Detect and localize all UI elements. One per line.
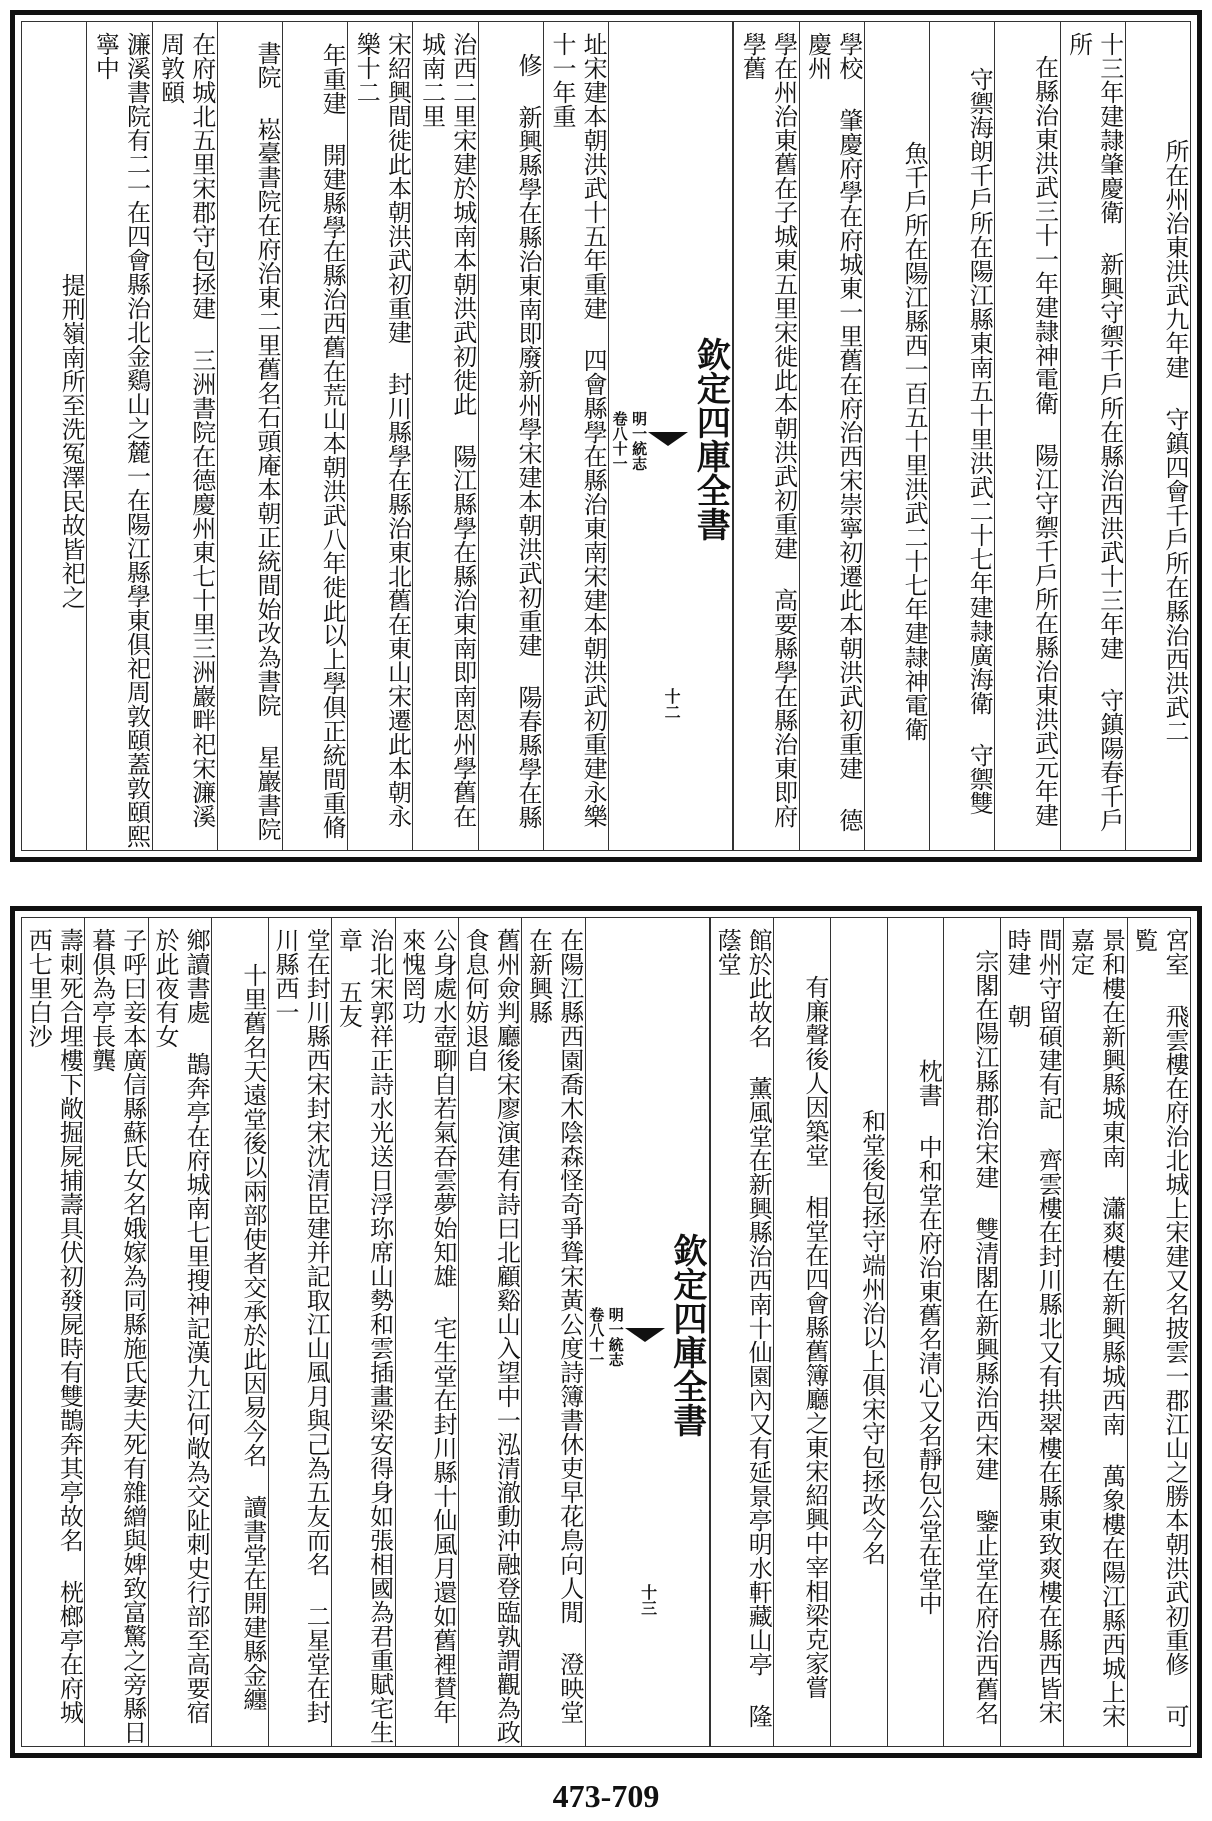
fish-tail-mark-icon: [648, 432, 688, 446]
text-column: 在縣治東洪武三十一年建隷神電衛 陽江守禦千戶所在縣治東洪武元年建: [994, 22, 1059, 850]
text-column: 年重建 開建縣學在縣治西舊在荒山本朝洪武八年徙此以上學俱正統間重脩: [282, 22, 347, 850]
text-column: 間州守留碩建有記 齊雲樓在封川縣北又有拱翠樓在縣東致爽樓在縣西皆宋時建 朝: [1000, 918, 1063, 1746]
page-center-strip: [608, 22, 733, 850]
text-column: 所在州治東洪武九年建 守鎮四會千戶所在縣治西洪武二: [1125, 22, 1190, 850]
text-column: 治北宋郭祥正詩水光送日浮珎席山勢和雲插畫梁安得身如張相國為君重賦宅生章 五友: [331, 918, 394, 1746]
text-column: 十三年建隷肇慶衛 新興守禦千戶所在縣治西洪武十三年建 守鎮陽春千戶所: [1060, 22, 1125, 850]
volume-label: 卷八十一: [587, 1307, 606, 1367]
page-center-strip: [585, 918, 710, 1746]
page-number: 十三: [638, 1584, 658, 1616]
book-subtitle: 明一統志: [606, 1307, 625, 1367]
text-column: 學校 肇慶府學在府城東一里舊在府治西宋崇寧初遷此本朝洪武初重建 德慶州: [799, 22, 864, 850]
bottom-page-panel: [10, 906, 1202, 1758]
text-column: 壽刺死合埋樓下敞掘屍捕壽具伏初發屍時有雙鵲奔其亭故名 桄榔亭在府城西七里白沙: [24, 928, 84, 1724]
volume-label: 卷八十一: [610, 411, 629, 471]
text-column: 和堂後包拯守端州治以上俱宋守包拯改今名: [830, 918, 887, 1746]
text-column: 魚千戶所在陽江縣西一百五十里洪武二十七年建隷神電衛: [864, 22, 929, 850]
page-code-footer: 473-709: [552, 1778, 660, 1814]
center-strip-content: [586, 924, 709, 1746]
text-column: 修 新興縣學在縣治東南即廢新州學宋建本朝洪武初重建 陽春縣學在縣: [478, 22, 543, 850]
text-column: 址宋建本朝洪武十五年重建 四會縣學在縣治東南宋建本朝洪武初重建永樂十一年重: [543, 22, 608, 850]
text-column: 舊州僉判廳後宋廖演建有詩曰北顧谿山入望中一泓清澈動沖融登臨孰謂觀為政食息何妨退自: [458, 918, 521, 1746]
text-column: 在府城北五里宋郡守包拯建 三洲書院在德慶州東七十里三洲巖畔祀宋濂溪周敦頤: [152, 22, 217, 850]
page-number: 十二: [662, 688, 682, 720]
text-column: 學在州治東舊在子城東五里宋徙此本朝洪武初重建 高要縣學在縣治東即府學舊: [733, 22, 798, 850]
text-column: 子呼曰妾本廣信縣蘇氏女名娥嫁為同縣施氏妻夫死有雜繒與婢致富驚之旁縣日暮俱為亭長龔: [84, 918, 147, 1746]
text-column: 公身處水壺聊自若氣吞雲夢始知雄 宅生堂在封川縣十仙風月還如舊裡賛年來愧罔功: [395, 918, 458, 1746]
text-column: 在陽江縣西園喬木陰森怪奇爭聳宋黃公度詩簿書休吏早花鳥向人閒 澄映堂在新興縣: [521, 918, 584, 1746]
top-page-panel: [10, 10, 1202, 862]
text-column: 濂溪書院有二一在四會縣治北金鷄山之麓一在陽江縣學東俱祀周敦頤蓋敦頤熙寧中: [86, 22, 151, 850]
text-column: 枕書 中和堂在府治東舊名清心又名靜包公堂在堂中: [887, 918, 944, 1746]
text-column: 守禦海朗千戶所在陽江縣東南五十里洪武二十七年建隷廣海衛 守禦雙: [929, 22, 994, 850]
text-column: 宮室 飛雲樓在府治北城上宋建又名披雲一郡江山之勝本朝洪武初重修 可覧: [1127, 918, 1190, 1746]
text-column: 館於此故名 薰風堂在新興縣治西南十仙園內又有延景亭明水軒藏山亭 隆蔭堂: [710, 918, 773, 1746]
book-subtitle: 明一統志: [630, 411, 649, 471]
text-column: 治西二里宋建於城南本朝洪武初徙此 陽江縣學在縣治東南即南恩州學舊在城南二里: [412, 22, 477, 850]
text-column: 宗閣在陽江縣郡治宋建 雙清閣在新興縣治西宋建 鑒止堂在府治西舊名: [943, 918, 1000, 1746]
text-column: 宋紹興間徙此本朝洪武初重建 封川縣學在縣治東北舊在東山宋遷此本朝永樂十二: [347, 22, 412, 850]
top-page-columns: [21, 21, 1191, 851]
text-column: 十里舊名天遠堂後以兩部使者交承於此因易今名 讀書堂在開建縣金纏: [211, 918, 268, 1746]
text-column: 堂在封川縣西宋封宋沈清臣建并記取江山風月與己為五友而名 二星堂在封川縣西一: [268, 918, 331, 1746]
text-column: 書院 崧臺書院在府治東二里舊名石頭庵本朝正統間始改為書院 星巖書院: [217, 22, 282, 850]
text-column: 景和樓在新興縣城東南 瀟爽樓在新興縣城西南 萬象樓在陽江縣西城上宋嘉定: [1063, 918, 1126, 1746]
book-title: 欽定四庫全書: [690, 337, 731, 541]
center-strip-content: [609, 28, 732, 850]
bottom-page-columns: [21, 917, 1191, 1747]
text-column: 鄉讀書處 鵲奔亭在府城南七里搜神記漢九江何敞為交阯刺史行部至高要宿於此夜有女: [148, 918, 211, 1746]
fish-tail-mark-icon: [625, 1328, 665, 1342]
book-title: 欽定四庫全書: [666, 1233, 707, 1437]
text-column: 提刑嶺南所至洗冤澤民故皆祀之: [57, 273, 86, 609]
text-column: 有廉聲後人因築堂 相堂在四會縣舊簿廳之東宋紹興中宰相梁克家嘗: [773, 918, 830, 1746]
